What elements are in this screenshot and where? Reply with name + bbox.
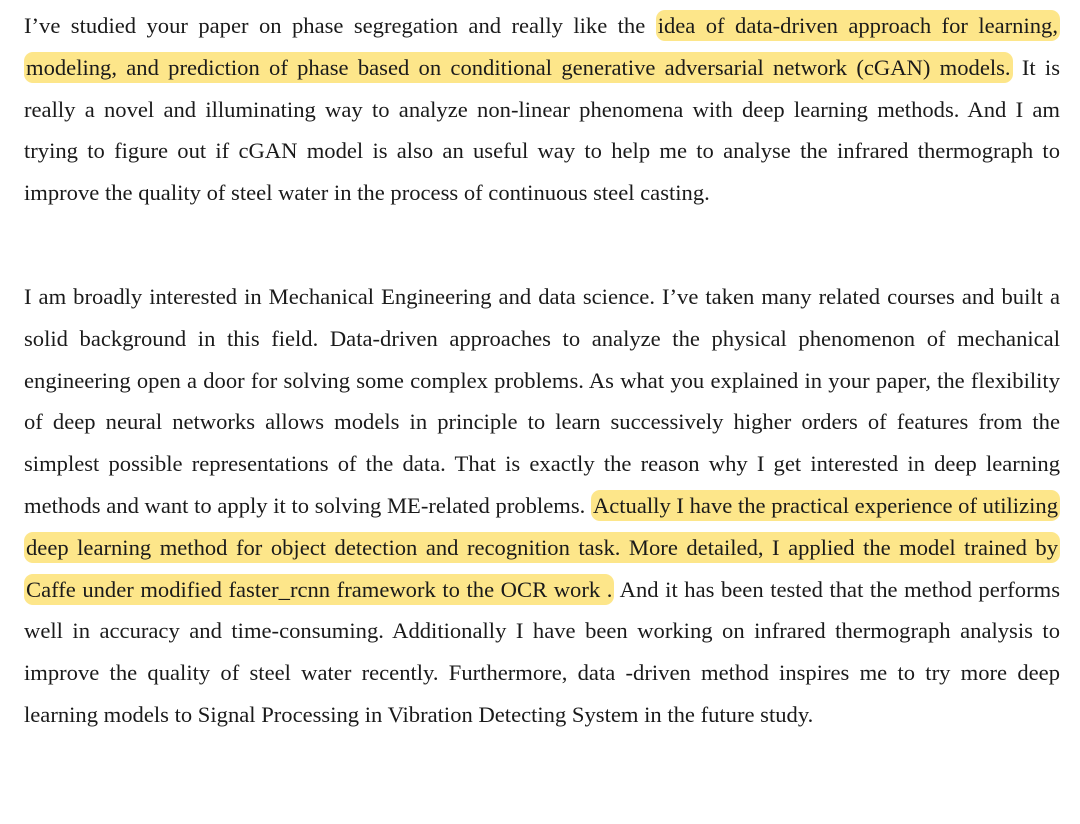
paragraph-2-text-end: And it has been tested that the method performs well in accuracy and time-consuming. Additionally I have been working on infrared thermograph analysis to improve the quality of steel water recently. Furthermore, data -driven method inspires me to try more deep learning models to Signal Processing in Vibration Detecting System in the future study. [24, 576, 1060, 727]
paragraph-2-highlight: Actually I have the practical experience of utilizing deep learning method for object detection and recognition task. More detailed, I applied the model trained by Caffe under modified faster_rcnn framework to the OCR work . [24, 490, 1060, 605]
paragraph-2-text-start: I am broadly interested in Mechanical Engineering and data science. I’ve taken many related courses and built a solid background in this field. Data-driven approaches to analyze the physical phenomenon of mechanical engineering open a door for solving some complex problems. As what you explained in your paper, the flexibility of deep neural networks allows models in principle to learn successively higher orders of features from the simplest possible representations of the data. That is exactly the reason why I get interested in deep learning methods and want to apply it to solving ME-related problems. [24, 284, 1060, 518]
paragraph-2 [24, 276, 1060, 736]
paragraph-1-text-end: It is really a novel and illuminating way to analyze non-linear phenomena with deep learning methods. And I am trying to figure out if cGAN model is also an useful way to help me to analyse the infrared thermograph to improve the quality of steel water in the process of continuous steel casting. [24, 54, 1060, 206]
paragraph-1-text-start: I’ve studied your paper on phase segregation and really like the [24, 13, 656, 38]
paragraph-1 [24, 5, 1060, 214]
paragraph-1-highlight: idea of data-driven approach for learning, modeling, and prediction of phase based on conditional generative adversarial network (cGAN) models. [24, 10, 1060, 83]
